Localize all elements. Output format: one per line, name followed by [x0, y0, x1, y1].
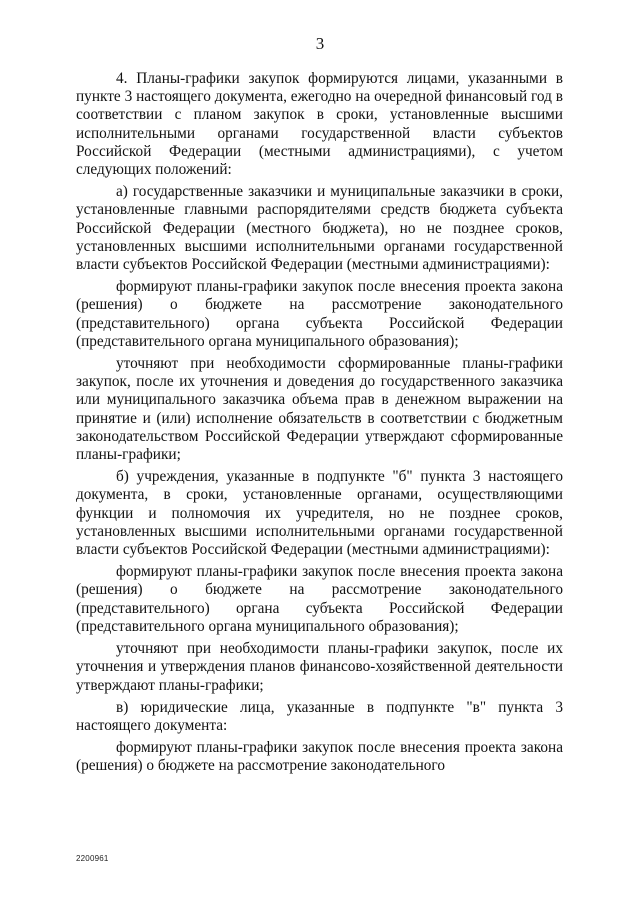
page-number: 3 [315, 34, 325, 53]
document-body [76, 70, 563, 780]
subparagraph-v: в) юридические лица, указанные в подпункте "в" пункта 3 настоящего документа: [76, 698, 563, 734]
subparagraph-b-refine: уточняют при необходимости планы-графики закупок, после их уточнения и утверждения планов финансово-хозяйственной деятельности утверждают планы-графики; [76, 640, 563, 694]
subparagraph-a-form: формируют планы-графики закупок после внесения проекта закона (решения) о бюджете на рассмотрение законодательного (представительного) органа субъекта Российской Федерации (представительного органа муниципального образования); [76, 278, 563, 350]
subparagraph-b-form: формируют планы-графики закупок после внесения проекта закона (решения) о бюджете на рассмотрение законодательного (представительного) органа субъекта Российской Федерации (представительного органа муниципального образования); [76, 563, 563, 635]
subparagraph-v-form: формируют планы-графики закупок после внесения проекта закона (решения) о бюджете на рассмотрение законодательного [76, 739, 563, 775]
paragraph-4: 4. Планы-графики закупок формируются лицами, указанными в пункте 3 настоящего документа, ежегодно на очередной финансовый год в соответствии с планом закупок в сроки, установленные высшими исполнительными органами государственной власти субъектов Российской Федерации (местными администрациями), с учетом следующих положений: [76, 70, 563, 179]
subparagraph-b: б) учреждения, указанные в подпункте "б" пункта 3 настоящего документа, в сроки, установленные органами, осуществляющими функции и полномочия их учредителя, но не позднее сроков, установленных высшими исполнительными органами государственной власти субъектов Российской Федерации (местными администрациями): [76, 468, 563, 559]
subparagraph-a-refine: уточняют при необходимости сформированные планы-графики закупок, после их уточнения и доведения до государственного заказчика или муниципального заказчика объема прав в денежном выражении на принятие и (или) исполнение обязательств в соответствии с бюджетным законодательством Российской Федерации утверждают сформированные планы-графики; [76, 355, 563, 464]
subparagraph-a: а) государственные заказчики и муниципальные заказчики в сроки, установленные главными распорядителями средств бюджета субъекта Российской Федерации (местного бюджета), но не позднее сроков, установленных высшими исполнительными органами государственной власти субъектов Российской Федерации (местными администрациями): [76, 183, 563, 274]
document-code: 2200961 [76, 854, 109, 863]
